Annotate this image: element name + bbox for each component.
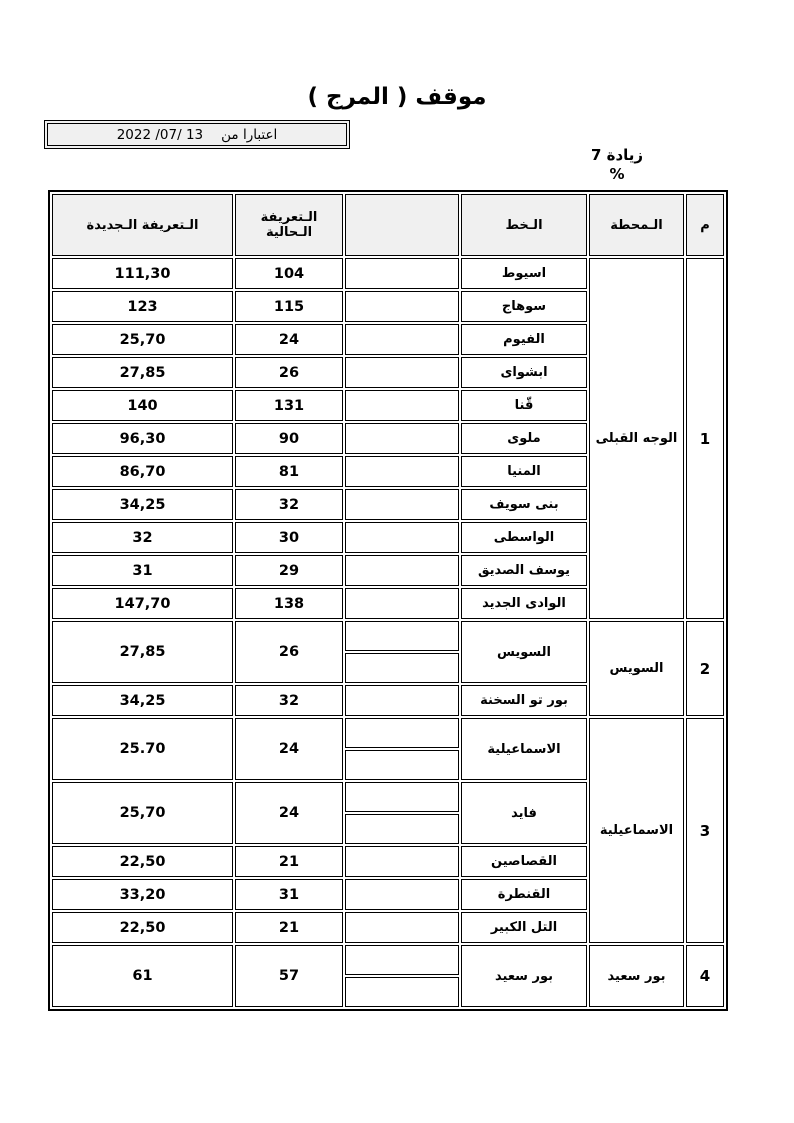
blank-cell [345, 324, 459, 355]
new-tariff-cell: 96,30 [52, 423, 233, 454]
line-cell: الواسطى [461, 522, 587, 553]
page-title: موقف ( المرج ) [307, 84, 487, 110]
new-tariff-cell: 123 [52, 291, 233, 322]
blank-cell [345, 846, 459, 877]
current-tariff-cell: 90 [235, 423, 343, 454]
tariff-table-body [52, 258, 724, 1007]
blank-cell [345, 945, 459, 975]
current-tariff-cell: 32 [235, 685, 343, 716]
effective-date-box [44, 120, 350, 149]
line-cell: فايد [461, 782, 587, 844]
new-tariff-cell: 111,30 [52, 258, 233, 289]
blank-cell [345, 588, 459, 619]
blank-cell [345, 390, 459, 421]
current-tariff-cell: 81 [235, 456, 343, 487]
effective-date-label: اعتبارا من [221, 126, 278, 143]
new-tariff-cell: 140 [52, 390, 233, 421]
blank-cell [345, 814, 459, 844]
current-tariff-cell: 24 [235, 782, 343, 844]
blank-cell [345, 621, 459, 651]
new-tariff-cell: 25,70 [52, 782, 233, 844]
line-cell: الاسماعيلية [461, 718, 587, 780]
table-row [52, 621, 724, 651]
line-cell: المنيا [461, 456, 587, 487]
new-tariff-cell: 25,70 [52, 324, 233, 355]
line-cell: بنى سويف [461, 489, 587, 520]
line-cell: التل الكبير [461, 912, 587, 943]
new-tariff-cell: 32 [52, 522, 233, 553]
station-cell: السويس [589, 621, 684, 716]
line-cell: ملوى [461, 423, 587, 454]
station-cell: الاسماعيلية [589, 718, 684, 943]
table-row [52, 258, 724, 289]
new-tariff-cell: 34,25 [52, 489, 233, 520]
current-tariff-cell: 31 [235, 879, 343, 910]
line-cell: بور تو السخنة [461, 685, 587, 716]
current-tariff-cell: 32 [235, 489, 343, 520]
blank-cell [345, 879, 459, 910]
line-cell: القصاصين [461, 846, 587, 877]
table-row [52, 718, 724, 748]
line-cell: السويس [461, 621, 587, 683]
line-cell: القنطرة [461, 879, 587, 910]
new-tariff-cell: 31 [52, 555, 233, 586]
increase-note-line2: % [609, 164, 625, 183]
new-tariff-cell: 25.70 [52, 718, 233, 780]
current-tariff-cell: 104 [235, 258, 343, 289]
current-tariff-cell: 131 [235, 390, 343, 421]
new-tariff-cell: 33,20 [52, 879, 233, 910]
current-tariff-cell: 26 [235, 357, 343, 388]
blank-cell [345, 291, 459, 322]
line-cell: الوادى الجديد [461, 588, 587, 619]
header-station: الـمحطة [589, 194, 684, 256]
line-cell: الفيوم [461, 324, 587, 355]
station-cell: بور سعيد [589, 945, 684, 1007]
blank-cell [345, 977, 459, 1007]
current-tariff-cell: 57 [235, 945, 343, 1007]
new-tariff-cell: 27,85 [52, 621, 233, 683]
blank-cell [345, 489, 459, 520]
serial-cell: 4 [686, 945, 724, 1007]
new-tariff-cell: 86,70 [52, 456, 233, 487]
current-tariff-cell: 24 [235, 324, 343, 355]
blank-cell [345, 718, 459, 748]
blank-cell [345, 258, 459, 289]
blank-cell [345, 555, 459, 586]
blank-cell [345, 750, 459, 780]
new-tariff-cell: 34,25 [52, 685, 233, 716]
header-new-tariff: الـتعريفة الـجديدة [52, 194, 233, 256]
blank-cell [345, 653, 459, 683]
current-tariff-cell: 21 [235, 912, 343, 943]
serial-cell: 2 [686, 621, 724, 716]
serial-cell: 1 [686, 258, 724, 619]
effective-date-value: 13 /07/ 2022 [116, 126, 204, 143]
line-cell: بور سعيد [461, 945, 587, 1007]
blank-cell [345, 522, 459, 553]
blank-cell [345, 357, 459, 388]
increase-note [586, 146, 648, 184]
line-cell: اسيوط [461, 258, 587, 289]
table-row [52, 945, 724, 975]
serial-cell: 3 [686, 718, 724, 943]
new-tariff-cell: 61 [52, 945, 233, 1007]
current-tariff-cell: 115 [235, 291, 343, 322]
header-blank [345, 194, 459, 256]
line-cell: ابشواى [461, 357, 587, 388]
current-tariff-cell: 21 [235, 846, 343, 877]
new-tariff-cell: 27,85 [52, 357, 233, 388]
blank-cell [345, 912, 459, 943]
header-line: الـخط [461, 194, 587, 256]
current-tariff-cell: 30 [235, 522, 343, 553]
header-serial: م [686, 194, 724, 256]
tariff-table [48, 190, 728, 1011]
current-tariff-cell: 26 [235, 621, 343, 683]
blank-cell [345, 456, 459, 487]
line-cell: يوسف الصديق [461, 555, 587, 586]
current-tariff-cell: 138 [235, 588, 343, 619]
current-tariff-cell: 24 [235, 718, 343, 780]
line-cell: سوهاج [461, 291, 587, 322]
new-tariff-cell: 22,50 [52, 912, 233, 943]
table-header-row [52, 194, 724, 256]
line-cell: قّنا [461, 390, 587, 421]
blank-cell [345, 423, 459, 454]
current-tariff-cell: 29 [235, 555, 343, 586]
blank-cell [345, 782, 459, 812]
increase-note-line1: زيادة 7 [590, 146, 644, 164]
new-tariff-cell: 22,50 [52, 846, 233, 877]
blank-cell [345, 685, 459, 716]
station-cell: الوجه القبلى [589, 258, 684, 619]
header-current: الـتعريفة الـحالية [235, 194, 343, 256]
new-tariff-cell: 147,70 [52, 588, 233, 619]
